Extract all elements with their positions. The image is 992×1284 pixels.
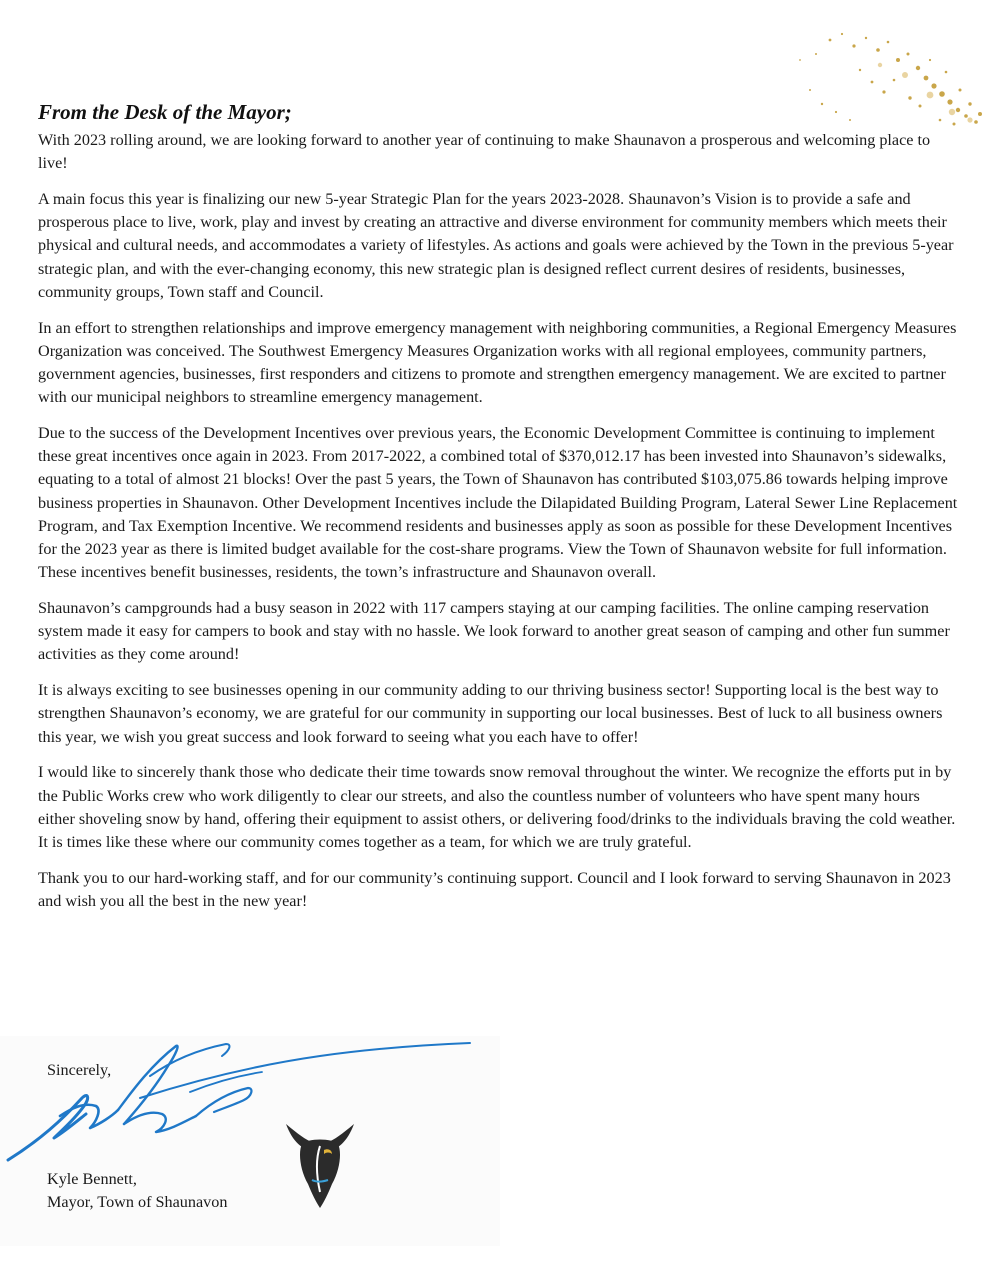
closing-salutation: Sincerely,	[47, 1061, 112, 1079]
paragraph: Due to the success of the Development Incentives over previous years, the Economic Development Committee is continuing to implement these great incentives once again in 2023. From 2017-2022, a combined total of $370,012.17 has been invested into Shaunavon’s sidewalks, equating to a total of almost 21 blocks! Over the past 5 years, the Town of Shaunavon has contributed $103,075.86 towards helping improve business properties in Shaunavon. Other Development Incentives include the Dilapidated Building Program, Lateral Sewer Line Replacement Program, and Tax Exemption Incentive. We recommend residents and businesses apply as soon as possible for these Development Incentives for the 2023 year as there is limited budget available for the cost-share programs. View the Town of Shaunavon website for full information. These incentives benefit businesses, residents, the town’s infrastructure and Shaunavon overall.	[38, 424, 958, 582]
signature-icon	[0, 1036, 480, 1176]
gold-sparkle-decoration-icon	[770, 20, 992, 140]
signer-name: Kyle Bennett,	[47, 1170, 137, 1188]
paragraph: Thank you to our hard-working staff, and for our community’s continuing support. Council and I look forward to serving Shaunavon in 2023 and wish you all the best in the new year!	[38, 868, 951, 911]
paragraph: With 2023 rolling around, we are looking forward to another year of continuing to make Shaunavon a prosperous and welcoming place to live!	[38, 131, 931, 173]
paragraph: In an effort to strengthen relationships and improve emergency management with neighboring communities, a Regional Emergency Measures Organization was conceived. The Southwest Emergency Measures Organization works with all regional employees, community partners, government agencies, businesses, first responders and citizens to promote and strengthen emergency management. We are excited to partner with our municipal neighbors to streamline emergency management.	[38, 318, 957, 407]
bison-logo-icon	[282, 1118, 358, 1210]
paragraph: A main focus this year is finalizing our new 5-year Strategic Plan for the years 2023-2028. Shaunavon’s Vision is to provide a safe and prosperous place to live, work, play and invest by creating an attractive and diverse environment for community members which meets their physical and cultural needs, and accommodates a variety of lifestyles. As actions and goals were achieved by the Town in the previous 5-year strategic plan, and with the ever-changing economy, this new strategic plan is designed reflect current desires of residents, businesses, community groups, Town staff and Council.	[38, 190, 954, 301]
letter-title: From the Desk of the Mayor;	[38, 100, 292, 124]
paragraph: Shaunavon’s campgrounds had a busy season in 2022 with 117 campers staying at our camping facilities. The online camping reservation system made it easy for campers to book and stay with no hassle. We look forward to another great season of camping and other fun summer activities as they come around!	[38, 599, 950, 664]
paragraph: I would like to sincerely thank those who dedicate their time towards snow removal throughout the winter. We recognize the efforts put in by the Public Works crew who work diligently to clear our streets, and also the countless number of volunteers who have spent many hours either shoveling snow by hand, offering their equipment to assist others, or delivering food/drinks to the individuals braving the cold weather. It is times like these where our community comes together as a team, for which we are truly grateful.	[38, 763, 956, 852]
letter-body	[38, 129, 960, 926]
signer-block	[47, 1168, 227, 1214]
signer-title: Mayor, Town of Shaunavon	[47, 1193, 228, 1211]
paragraph: It is always exciting to see businesses opening in our community adding to our thriving business sector! Supporting local is the best way to strengthen Shaunavon’s economy, we are grateful for our community in supporting our local businesses. Best of luck to all business owners this year, we wish you great success and look forward to seeing what you each have to offer!	[38, 681, 943, 746]
